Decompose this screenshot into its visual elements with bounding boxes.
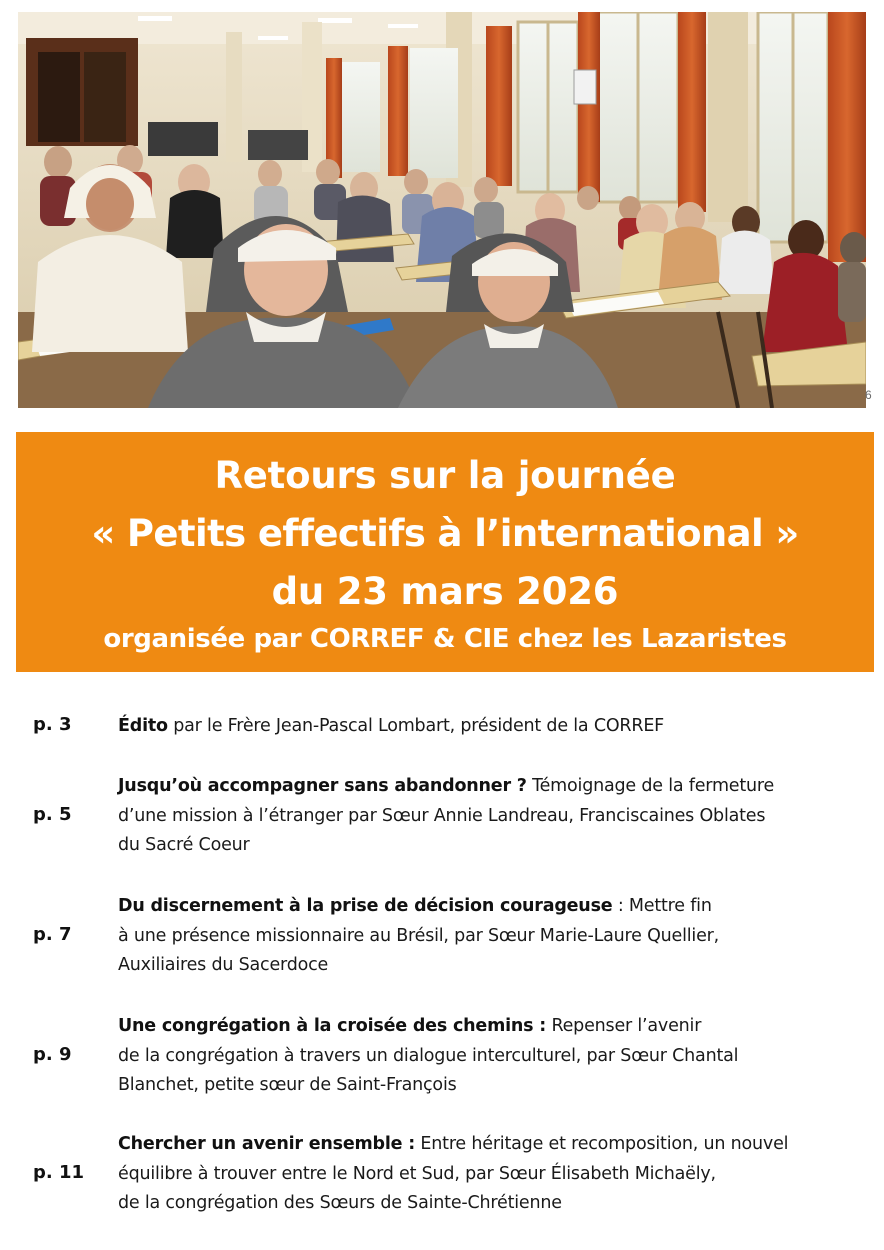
toc-title: Chercher un avenir ensemble : — [118, 1134, 416, 1154]
title-banner — [16, 432, 874, 672]
banner-title-line-2: « Petits effectifs à l’international » — [91, 512, 799, 555]
banner-title-line-1: Retours sur la journée — [214, 454, 676, 497]
toc-text: équilibre à trouver entre le Nord et Sud, par Sœur Élisabeth Michaëly, — [118, 1163, 716, 1184]
toc-page-number: p. 5 — [33, 804, 72, 825]
toc-text: de la congrégation à travers un dialogue interculturel, par Sœur Chantal — [118, 1045, 739, 1066]
toc-text: d’une mission à l’étranger par Sœur Annie Landreau, Franciscaines Oblates — [118, 805, 766, 826]
toc-description — [118, 892, 858, 981]
toc-text: du Sacré Coeur — [118, 835, 250, 855]
toc-page-number: p. 7 — [33, 924, 72, 945]
toc-title: Du discernement à la prise de décision courageuse — [118, 896, 613, 916]
toc-text: Blanchet, petite sœur de Saint-François — [118, 1075, 457, 1095]
banner-organizers: organisée par CORREF & CIE chez les Lazaristes — [103, 624, 787, 654]
toc-description — [118, 1012, 858, 1101]
toc-title: Une congrégation à la croisée des chemins : — [118, 1016, 547, 1036]
toc-text: à une présence missionnaire au Brésil, par Sœur Marie-Laure Quellier, — [118, 925, 720, 946]
toc-text: Auxiliaires du Sacerdoce — [118, 955, 329, 975]
toc-page-number: p. 11 — [33, 1162, 85, 1183]
toc-text: : Mettre fin — [612, 896, 712, 916]
toc-text: de la congrégation des Sœurs de Sainte-Chrétienne — [118, 1193, 562, 1213]
toc-page-number: p. 9 — [33, 1044, 72, 1065]
group-photo — [18, 12, 866, 408]
banner-date: du 23 mars 2026 — [271, 570, 619, 613]
photo-credit: 6 — [865, 388, 872, 402]
toc-title: Jusqu’où accompagner sans abandonner ? — [118, 776, 527, 796]
toc-description — [118, 772, 858, 861]
toc-text: par le Frère Jean-Pascal Lombart, président de la CORREF — [167, 716, 665, 736]
toc-text: Repenser l’avenir — [546, 1016, 702, 1036]
toc-title: Édito — [118, 716, 168, 736]
toc-description — [118, 1130, 858, 1219]
toc-text: Témoignage de la fermeture — [526, 776, 775, 796]
toc-page-number: p. 3 — [33, 714, 72, 735]
toc-description — [118, 712, 858, 742]
toc-text: Entre héritage et recomposition, un nouvel — [415, 1134, 789, 1154]
